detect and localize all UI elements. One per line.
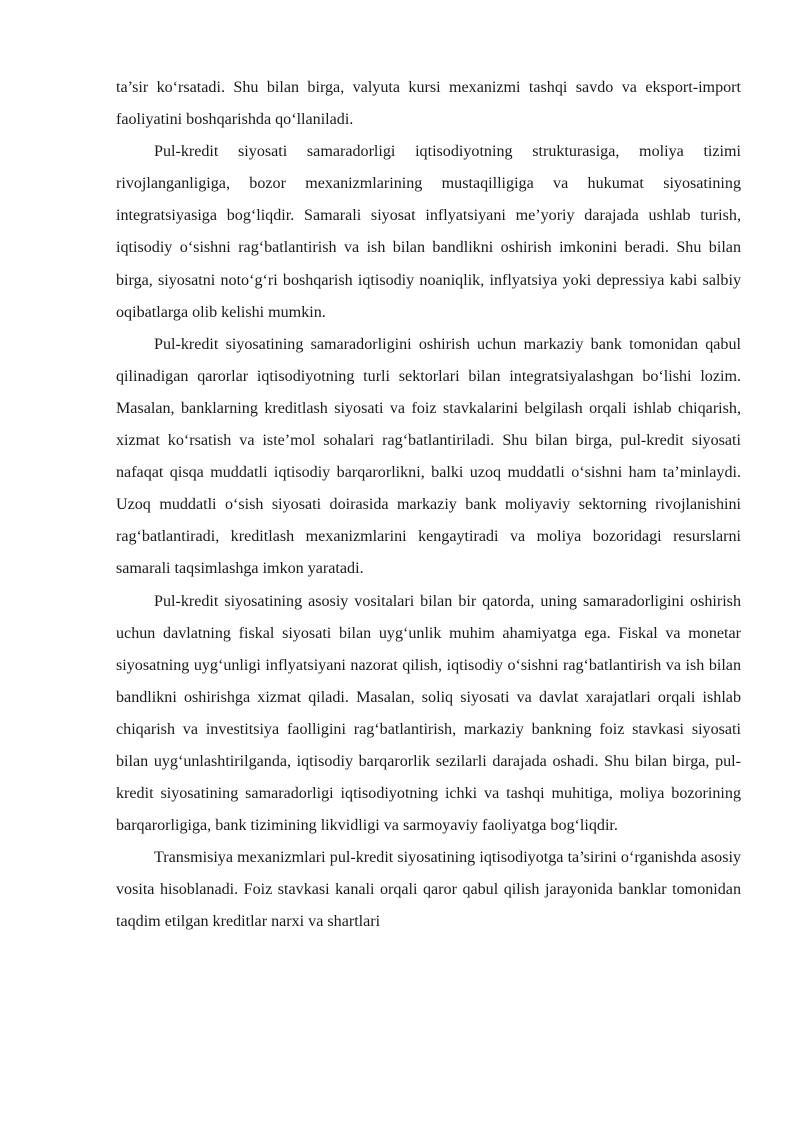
document-body — [116, 72, 741, 939]
paragraph-policy-effectiveness: Pul-kredit siyosati samaradorligi iqtisodiyotning strukturasiga, moliya tizimi rivojlanganligiga, bozor mexanizmlarining mustaqilligiga va hukumat siyosatining integratsiyasiga bog‘liqdir. Samarali siyosat inflyatsiyani me’yoriy darajada ushlab turish, iqtisodiy o‘sishni rag‘batlantirish va ish bilan bandlikni oshirish imkonini beradi. Shu bilan birga, siyosatni noto‘g‘ri boshqarish iqtisodiy noaniqlik, inflyatsiya yoki depressiya kabi salbiy oqibatlarga olib kelishi mumkin. — [116, 143, 741, 321]
paragraph-fiscal-coordination: Pul-kredit siyosatining asosiy vositalari bilan bir qatorda, uning samaradorligini oshirish uchun davlatning fiskal siyosati bilan uyg‘unlik muhim ahamiyatga ega. Fiskal va monetar siyosatning uyg‘unligi inflyatsiyani nazorat qilish, iqtisodiy o‘sishni rag‘batlantirish va ish bilan bandlikni oshirishga xizmat qiladi. Masalan, soliq siyosati va davlat xarajatlari orqali ishlab chiqarish va investitsiya faolligini rag‘batlantirish, markaziy bankning foiz stavkasi siyosati bilan uyg‘unlashtirilganda, iqtisodiy barqarorlik sezilarli darajada oshadi. Shu bilan birga, pul-kredit siyosatining samaradorligi iqtisodiyotning ichki va tashqi muhitiga, moliya bozorining barqarorligiga, bank tizimining likvidligi va sarmoyaviy faoliyatga bog‘liqdir. — [116, 592, 741, 835]
paragraph-continuation: ta’sir ko‘rsatadi. Shu bilan birga, valyuta kursi mexanizmi tashqi savdo va eksport-import faoliyatini boshqarishda qo‘llaniladi. — [116, 79, 741, 129]
paragraph-transmission-mechanisms: Transmisiya mexanizmlari pul-kredit siyosatining iqtisodiyotga ta’sirini o‘rganishda asosiy vosita hisoblanadi. Foiz stavkasi kanali orqali qaror qabul qilish jarayonida banklar tomonidan taqdim etilgan kreditlar narxi va shartlari — [116, 849, 741, 931]
paragraph-central-bank-decisions: Pul-kredit siyosatining samaradorligini oshirish uchun markaziy bank tomonidan qabul qilinadigan qarorlar iqtisodiyotning turli sektorlari bilan integratsiyalashgan bo‘lishi lozim. Masalan, banklarning kreditlash siyosati va foiz stavkalarini belgilash orqali ishlab chiqarish, xizmat ko‘rsatish va iste’mol sohalari rag‘batlantiriladi. Shu bilan birga, pul-kredit siyosati nafaqat qisqa muddatli iqtisodiy barqarorlikni, balki uzoq muddatli o‘sishni ham ta’minlaydi. Uzoq muddatli o‘sish siyosati doirasida markaziy bank moliyaviy sektorning rivojlanishini rag‘batlantiradi, kreditlash mexanizmlarini kengaytiradi va moliya bozoridagi resurslarni samarali taqsimlashga imkon yaratadi. — [116, 335, 741, 578]
